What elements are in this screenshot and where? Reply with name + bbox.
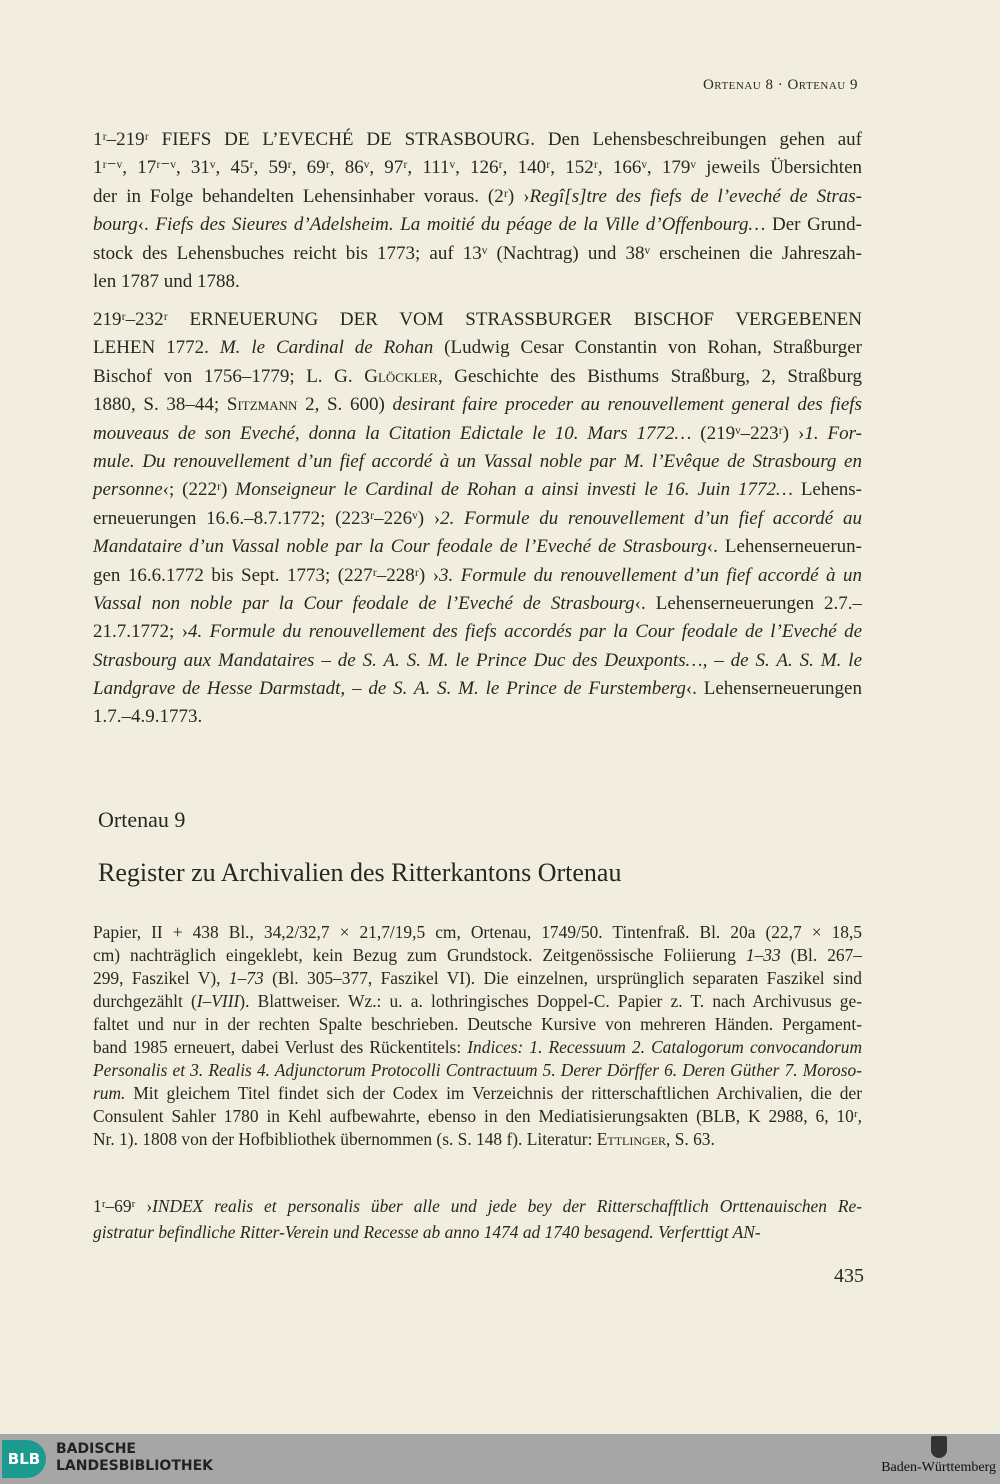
text: Bischof von 1756–1779; L. G. [93,365,365,387]
text: 21.7.1772; › [93,621,188,643]
italic-text: mouveaus de son Eveché, donna la Citation Edictale le 10. Mars 1772… [93,422,692,444]
text: ‹; (222ʳ) [162,479,236,501]
text: der in Folge behandelten Lehensinhaber voraus. (2ʳ) › [93,185,530,207]
text-line [93,1193,862,1219]
text-line [93,306,862,334]
text-line [93,240,862,268]
text-line [93,268,862,296]
italic-text: gistratur befindliche Ritter-Verein und Recesse ab anno 1474 ad 1740 besagend. Verferttigt AN- [93,1222,761,1242]
text: len 1787 und 1788. [93,270,240,292]
text-line [93,363,862,391]
text: (Bl. 267– [780,945,862,965]
text: Papier, II + 438 Bl., 34,2/32,7 × 21,7/19,5 cm, Ortenau, 1749/50. Tintenfraß. Bl. 20a (22,7 × 18,5 [93,922,862,942]
text: 299, Faszikel V), [93,968,229,988]
text: ). Blattweiser. Wz.: u. a. lothringisches Doppel-C. Papier z. T. nach Archivusus ge- [239,991,862,1011]
blb-logo[interactable]: BLB [2,1440,46,1478]
italic-text: 1–33 [745,945,781,965]
text-line [93,1219,862,1245]
text-line [93,448,862,476]
text-line [93,921,862,944]
text: ‹. Lehenserneuerun- [706,536,862,558]
text: (Ludwig Cesar Constantin von Rohan, Straßburger [433,337,862,359]
text-line [93,647,862,675]
text-line [93,391,862,419]
text-line [93,211,862,239]
text: ‹. Lehenserneuerungen 2.7.– [634,592,862,614]
italic-text: 3. Formule du renouvellement d’un fief accordé à un [439,564,862,586]
italic-text: desirant faire proceder au renouvellement general des fiefs [392,394,862,416]
text: Der Grund- [765,214,862,236]
paragraph-fiefs-strasbourg [93,126,862,296]
text: Consulent Sahler 1780 in Kehl aufbewahrte, ebenso in den Mediatisierungsakten (BLB, K 2988, 6, 10ʳ, [93,1106,862,1126]
text-line [93,505,862,533]
text: stock des Lehensbuches reicht bis 1773; auf 13ᵛ (Nachtrag) und 38ᵛ erscheinen die Jahreszah- [93,242,862,264]
italic-text: Indices: 1. Recessuum 2. Catalogorum convocandorum [467,1037,863,1057]
footer-bar [0,1434,1000,1484]
text: faltet und nur in der rechten Spalte beschrieben. Deutsche Kursive von mehreren Händen. Pergament- [93,1014,862,1034]
state-name: Baden-Württemberg [881,1460,996,1475]
running-head: Ortenau 8 · Ortenau 9 [702,77,858,93]
text: ‹. Lehenserneuerungen [685,678,862,700]
text-line [93,1036,862,1059]
text: band 1985 erneuert, dabei Verlust des Rückentitels: [93,1037,468,1057]
text-line [93,675,862,703]
text-line [93,1082,862,1105]
text-line [93,703,862,731]
italic-text: INDEX realis et personalis über alle und jede bey der Ritterschafftlich Orttenauischen Re- [152,1196,862,1216]
text-line [93,562,862,590]
italic-text: Mandataire d’un Vassal noble par la Cour feodale de l’Eveché de Strasbourg [93,536,707,558]
text: 2, S. 600) [297,394,393,416]
italic-text: 4. Formule du renouvellement des fiefs accordés par la Cour feodale de l’Eveché de [187,621,862,643]
text: Ettlinger [596,1129,667,1149]
text: ‹. [137,214,156,236]
paragraph-description [93,921,862,1151]
text: 1880, S. 38–44; [93,394,227,416]
coat-of-arms-icon [931,1436,947,1458]
italic-text: Fiefs des Sieures d’Adelsheim. La moitié du péage de la Ville d’Offenbourg… [155,214,766,236]
text: 1.7.–4.9.1773. [93,706,203,728]
library-name[interactable] [56,1441,213,1475]
text: Lehens- [792,479,863,501]
text: (219ᵛ–223ʳ) › [691,422,805,444]
text-line [93,126,862,154]
text: Sitzmann [226,394,298,416]
italic-text: personne [93,479,163,501]
text-line [93,1059,862,1082]
text-line [93,420,862,448]
text-line [93,590,862,618]
italic-text: Personalis et 3. Realis 4. Adjunctorum Protocolli Contractuum 5. Derer Dörffer 6. Deren Güther 7. Moroso- [93,1060,862,1080]
italic-text: 1–73 [228,968,264,988]
italic-text: Strasbourg aux Mandataires – de S. A. S. M. le Prince Duc des Deuxponts…, – de S. A. S. M. le [93,649,862,671]
text-line [93,990,862,1013]
italic-text: M. le Cardinal de Rohan [219,337,434,359]
italic-text: Monseigneur le Cardinal de Rohan a ainsi investi le 16. Juin 1772… [235,479,793,501]
text-line [93,944,862,967]
italic-text: Vassal non noble par la Cour feodale de l’Eveché de Strasbourg [93,592,635,614]
text: 219ʳ–232ʳ ERNEUERUNG DER VOM STRASSBURGER BISCHOF VERGEBENEN [93,309,862,330]
library-name-line2: LANDESBIBLIOTHEK [56,1458,214,1474]
paragraph-erneuerung [93,306,862,732]
text-line [93,154,862,182]
text: Mit gleichem Titel findet sich der Codex im Verzeichnis der ritterschaftlichen Archivalien, die der [125,1083,862,1103]
italic-text: 1. For- [804,422,862,444]
text-line [93,1105,862,1128]
italic-text: I–VIII [196,991,240,1011]
text: , Geschichte des Bisthums Straßburg, 2, Straßburg [437,365,862,387]
italic-text: Regî[s]tre des fiefs de l’eveché de Stras- [529,185,862,207]
text: 1ʳ⁻ᵛ, 17ʳ⁻ᵛ, 31ᵛ, 45ʳ, 59ʳ, 69ʳ, 86ᵛ, 97ʳ, 111ᵛ, 126ʳ, 140ʳ, 152ʳ, 166ᵛ, 179ᵛ jeweils Übersichten [93,157,862,179]
text-line [93,334,862,362]
italic-text: mule. Du renouvellement d’un fief accordé à un Vassal noble par M. l’Evêque de Strasbourg en [93,450,862,472]
library-name-line1: BADISCHE [56,1441,136,1457]
text: 1ʳ–69ʳ › [93,1196,153,1216]
text: LEHEN 1772. [93,337,220,359]
text-line [93,183,862,211]
text-line [93,967,862,990]
text: , S. 63. [666,1129,715,1149]
italic-text: rum. [93,1083,126,1103]
page-number: 435 [834,1265,864,1287]
text-line [93,1013,862,1036]
text: (Bl. 305–377, Faszikel VI). Die einzelnen, ursprünglich separaten Faszikel sind [263,968,862,988]
text: 1ʳ–219ʳ FIEFS DE L’EVECHÉ DE STRASBOURG. Den Lehensbeschreibungen gehen auf [93,129,862,150]
text-line [93,1128,862,1151]
italic-text: Landgrave de Hesse Darmstadt, – de S. A. S. M. le Prince de Furstemberg [93,678,686,700]
text: Nr. 1). 1808 von der Hofbibliothek übernommen (s. S. 148 f). Literatur: [93,1129,597,1149]
text: durchgezählt ( [93,991,197,1011]
state-logo[interactable] [881,1436,996,1476]
paragraph-index [93,1193,862,1245]
text: cm) nachträglich eingeklebt, kein Bezug zum Grundstock. Zeitgenössische Foliierung [93,945,746,965]
section-title: Register zu Archivalien des Ritterkantons Ortenau [98,858,622,887]
italic-text: 2. Formule du renouvellement d’un fief accordé au [440,507,862,529]
text: gen 16.6.1772 bis Sept. 1773; (227ʳ–228ʳ) › [93,564,440,586]
italic-text: bourg [93,214,138,236]
text-line [93,533,862,561]
section-heading: Ortenau 9 [98,807,186,832]
text: Glöckler [364,365,438,387]
text-line [93,618,862,646]
text: erneuerungen 16.6.–8.7.1772; (223ʳ–226ᵛ) › [93,507,441,529]
text-line [93,476,862,504]
